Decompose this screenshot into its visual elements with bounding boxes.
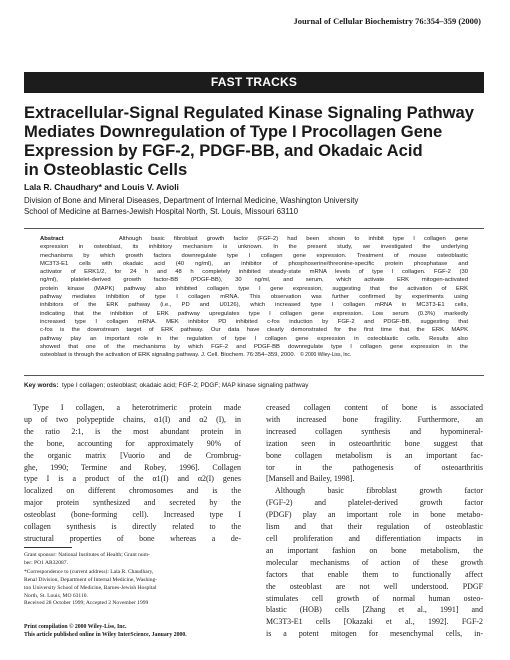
abstract-line: MC3T3-E1 cells with okadaic acid (40 ng/ml), an inhibitor of phosphoserine/threonine-specific protein phosphatase and bbox=[40, 260, 468, 267]
body-text-line: MC3T3-E1 cells [Okazaki et al., 1992]. FGF-2 bbox=[266, 617, 483, 627]
title-line: Expression by FGF-2, PDGF-BB, and Okadaic Acid bbox=[24, 141, 423, 160]
abstract-lines bbox=[40, 243, 468, 351]
body-text-line: the ratio 2:1, is the most abundant protein in bbox=[24, 426, 241, 436]
abstract-first-line: Although basic fibroblast growth factor (FGF-2) had been shown to inhibit type I collagen gene bbox=[118, 236, 468, 242]
abstract-line: pathway mediates inhibition of type I collagen mRNA. This observation was further confirmed by experiments using bbox=[40, 294, 468, 301]
body-text-line: lism and that their regulation of osteoblastic bbox=[266, 522, 483, 532]
abstract-last-line: osteoblast is through the activation of ERK signaling pathway. J. Cell. Biochem. 76:354–359, 2000. bbox=[40, 352, 296, 359]
body-text-line: (PDGF) play an important role in bone metabo- bbox=[266, 510, 483, 520]
body-text-line: ghe, 1990; Termine and Robey, 1996]. Collagen bbox=[24, 462, 241, 472]
grant-line: Grant sponsor: National Institutes of Health; Grant num- bbox=[24, 552, 150, 558]
keywords bbox=[24, 382, 308, 389]
abstract-line: mechanisms by which growth factors downregulate type I collagen gene expression. Treatment of mouse osteoblastic bbox=[40, 252, 468, 259]
abstract-line: activator of ERK1/2, for 24 h and 48 h completely inhibited steady-state mRNA levels of type I collagen. FGF-2 (30 bbox=[40, 269, 468, 276]
abstract-line bbox=[40, 351, 468, 359]
keywords-label: Key words: bbox=[24, 382, 59, 389]
body-text-line: with increased bone fragility. Furthermore, an bbox=[266, 414, 483, 424]
imprint-line: Print compilation © 2000 Wiley-Liss, Inc. bbox=[24, 624, 127, 630]
body-text-line: cell proliferation and differentiation impacts in bbox=[266, 533, 483, 543]
section-banner: FAST TRACKS bbox=[24, 72, 484, 93]
body-text-line: ization seen in osteoarthritic bone suggest that bbox=[266, 438, 483, 448]
body-column-left bbox=[24, 402, 241, 545]
title-line: Extracellular-Signal Regulated Kinase Signaling Pathway bbox=[24, 103, 475, 122]
abstract-line: ng/ml), platelet-derived growth factor-BB (PDGF-BB), 30 ng/ml, and serum, which activate ERK mitogen-activated bbox=[40, 277, 468, 284]
correspondence-line: Renal Division, Department of Internal Medicine, Washing- bbox=[24, 576, 158, 583]
correspondence-line: ton University School of Medicine, Barnes-Jewish Hospital bbox=[24, 584, 157, 591]
affiliation bbox=[24, 196, 484, 217]
grant-line: ber: PO1 AR32087. bbox=[24, 559, 68, 566]
body-text-line: bone collagen metabolism is an important fac- bbox=[266, 450, 483, 460]
body-text-line: (FGF-2) and platelet-derived growth factor bbox=[266, 498, 483, 508]
title-line: in Osteoblastic Cells bbox=[24, 160, 188, 179]
correspondence-line: *Correspondence to (current address): Lala R. Chaudhary, bbox=[24, 568, 154, 575]
body-text-line: osteoblast (bone-forming cell). Increased type I bbox=[24, 510, 241, 520]
body-text-line: up of two polypeptide chains, α1(I) and α2 (I), in bbox=[24, 414, 241, 424]
body-text-line: stimulates cell growth of normal human osteo- bbox=[266, 593, 483, 603]
correspondence-line: North, St. Louis, MO 63110. bbox=[24, 592, 88, 599]
abstract-label: Abstract bbox=[40, 236, 64, 242]
body-text-line: collagen synthesis is directly related to the bbox=[24, 522, 241, 532]
abstract-line: showed that one of the mechanisms by which FGF-2 and PDGF-BB downregulate type I collagen gene expression in the bbox=[40, 343, 468, 350]
author-list: Lala R. Chaudhary* and Louis V. Avioli bbox=[24, 182, 179, 192]
abstract-line: protein kinase (MAPK) pathway also inhibited collagen type I gene expression, suggesting that the activation of ERK bbox=[40, 285, 468, 292]
body-column-right bbox=[266, 402, 483, 640]
body-text-line: the osteoblast are not well understood. PDGF bbox=[266, 581, 483, 591]
body-text-line: increased collagen synthesis and hypomineral- bbox=[266, 426, 483, 436]
publisher-imprint bbox=[24, 624, 264, 639]
footnotes bbox=[24, 552, 241, 608]
body-text-line: [Mansell and Bailey, 1998]. bbox=[266, 474, 355, 484]
abstract-line: increased type I collagen mRNA. MEK inhibitor PD inhibited c-fos induction by FGF-2 and PDGF-BB, suggesting that bbox=[40, 318, 468, 325]
footnote-divider bbox=[24, 547, 72, 548]
body-text-line: the organic matrix [Vuorio and de Crombrug- bbox=[24, 450, 241, 460]
affiliation-line: Division of Bone and Mineral Diseases, Department of Internal Medicine, Washington University bbox=[24, 196, 359, 205]
title-line: Mediates Downregulation of Type I Procollagen Gene bbox=[24, 122, 443, 141]
abstract-line bbox=[40, 235, 468, 243]
abstract-box bbox=[24, 228, 484, 376]
body-text-line: molecular mechanisms of action of these growth bbox=[266, 557, 483, 567]
article-title bbox=[24, 103, 484, 179]
abstract-line: c-fos is the downstream target of ERK pathway. Our data have clearly demonstrated for the first time that the ERK MAPK bbox=[40, 327, 468, 334]
affiliation-line: School of Medicine at Barnes-Jewish Hospital North, St. Louis, Missouri 63110 bbox=[24, 206, 298, 216]
imprint-line: This article published online in Wiley InterScience, January 2000. bbox=[24, 631, 187, 638]
body-text-line: factors that enable them to functionally affect bbox=[266, 569, 483, 579]
abstract-line: pathway play an important role in the regulation of type I collagen gene expression in osteoblastic cells. Results also bbox=[40, 335, 468, 342]
body-text-line: is a potent mitogen for mesenchymal cells, in- bbox=[266, 629, 483, 639]
body-text-line: tor in the pathogenesis of osteoarthritis bbox=[266, 462, 483, 472]
body-text-line: an important fashion on bone metabolism, the bbox=[266, 545, 483, 555]
keywords-text: type I collagen; osteoblast; okadaic acid; FGF-2; PDGF; MAP kinase signaling pathway bbox=[62, 382, 309, 389]
body-text-line: blastic (HOB) cells [Zhang et al., 1991] and bbox=[266, 605, 483, 615]
body-text-line: Although basic fibroblast growth factor bbox=[275, 486, 483, 496]
body-text-line: type I is a product of the α1(I) and α2(I) genes bbox=[24, 474, 241, 484]
body-text-line: Type I collagen, a heterotrimeric protein made bbox=[33, 403, 241, 412]
abstract-line: indicating that the inhibition of ERK pathway upregulates type I collagen gene expression. Low serum (0.3%) markedly bbox=[40, 310, 468, 317]
body-text-line: structural properties of bone whereas a de- bbox=[24, 533, 241, 543]
abstract-line: expression in osteoblast, its inhibitory mechanism is unknown. In the present study, we investigated the underlying bbox=[40, 244, 468, 251]
body-text-line: the bone, accounting for approximately 90% of bbox=[24, 438, 241, 448]
journal-citation: Journal of Cellular Biochemistry 76:354–359 (2000) bbox=[293, 16, 481, 26]
copyright-notice: © 2000 Wiley-Liss, Inc. bbox=[300, 352, 352, 359]
received-dates: Received 28 October 1999; Accepted 2 November 1999 bbox=[24, 600, 149, 607]
body-text-line: major protein synthesized and secreted by the bbox=[24, 498, 241, 508]
body-text-line: creased collagen content of bone is associated bbox=[266, 403, 483, 412]
abstract-line: inhibitors of the ERK pathway (i.e., PD and U0126), which increased type I collagen mRNA in MC3T3-E1 cells, bbox=[40, 302, 468, 309]
body-text-line: localized on different chromosomes and is the bbox=[24, 486, 241, 496]
